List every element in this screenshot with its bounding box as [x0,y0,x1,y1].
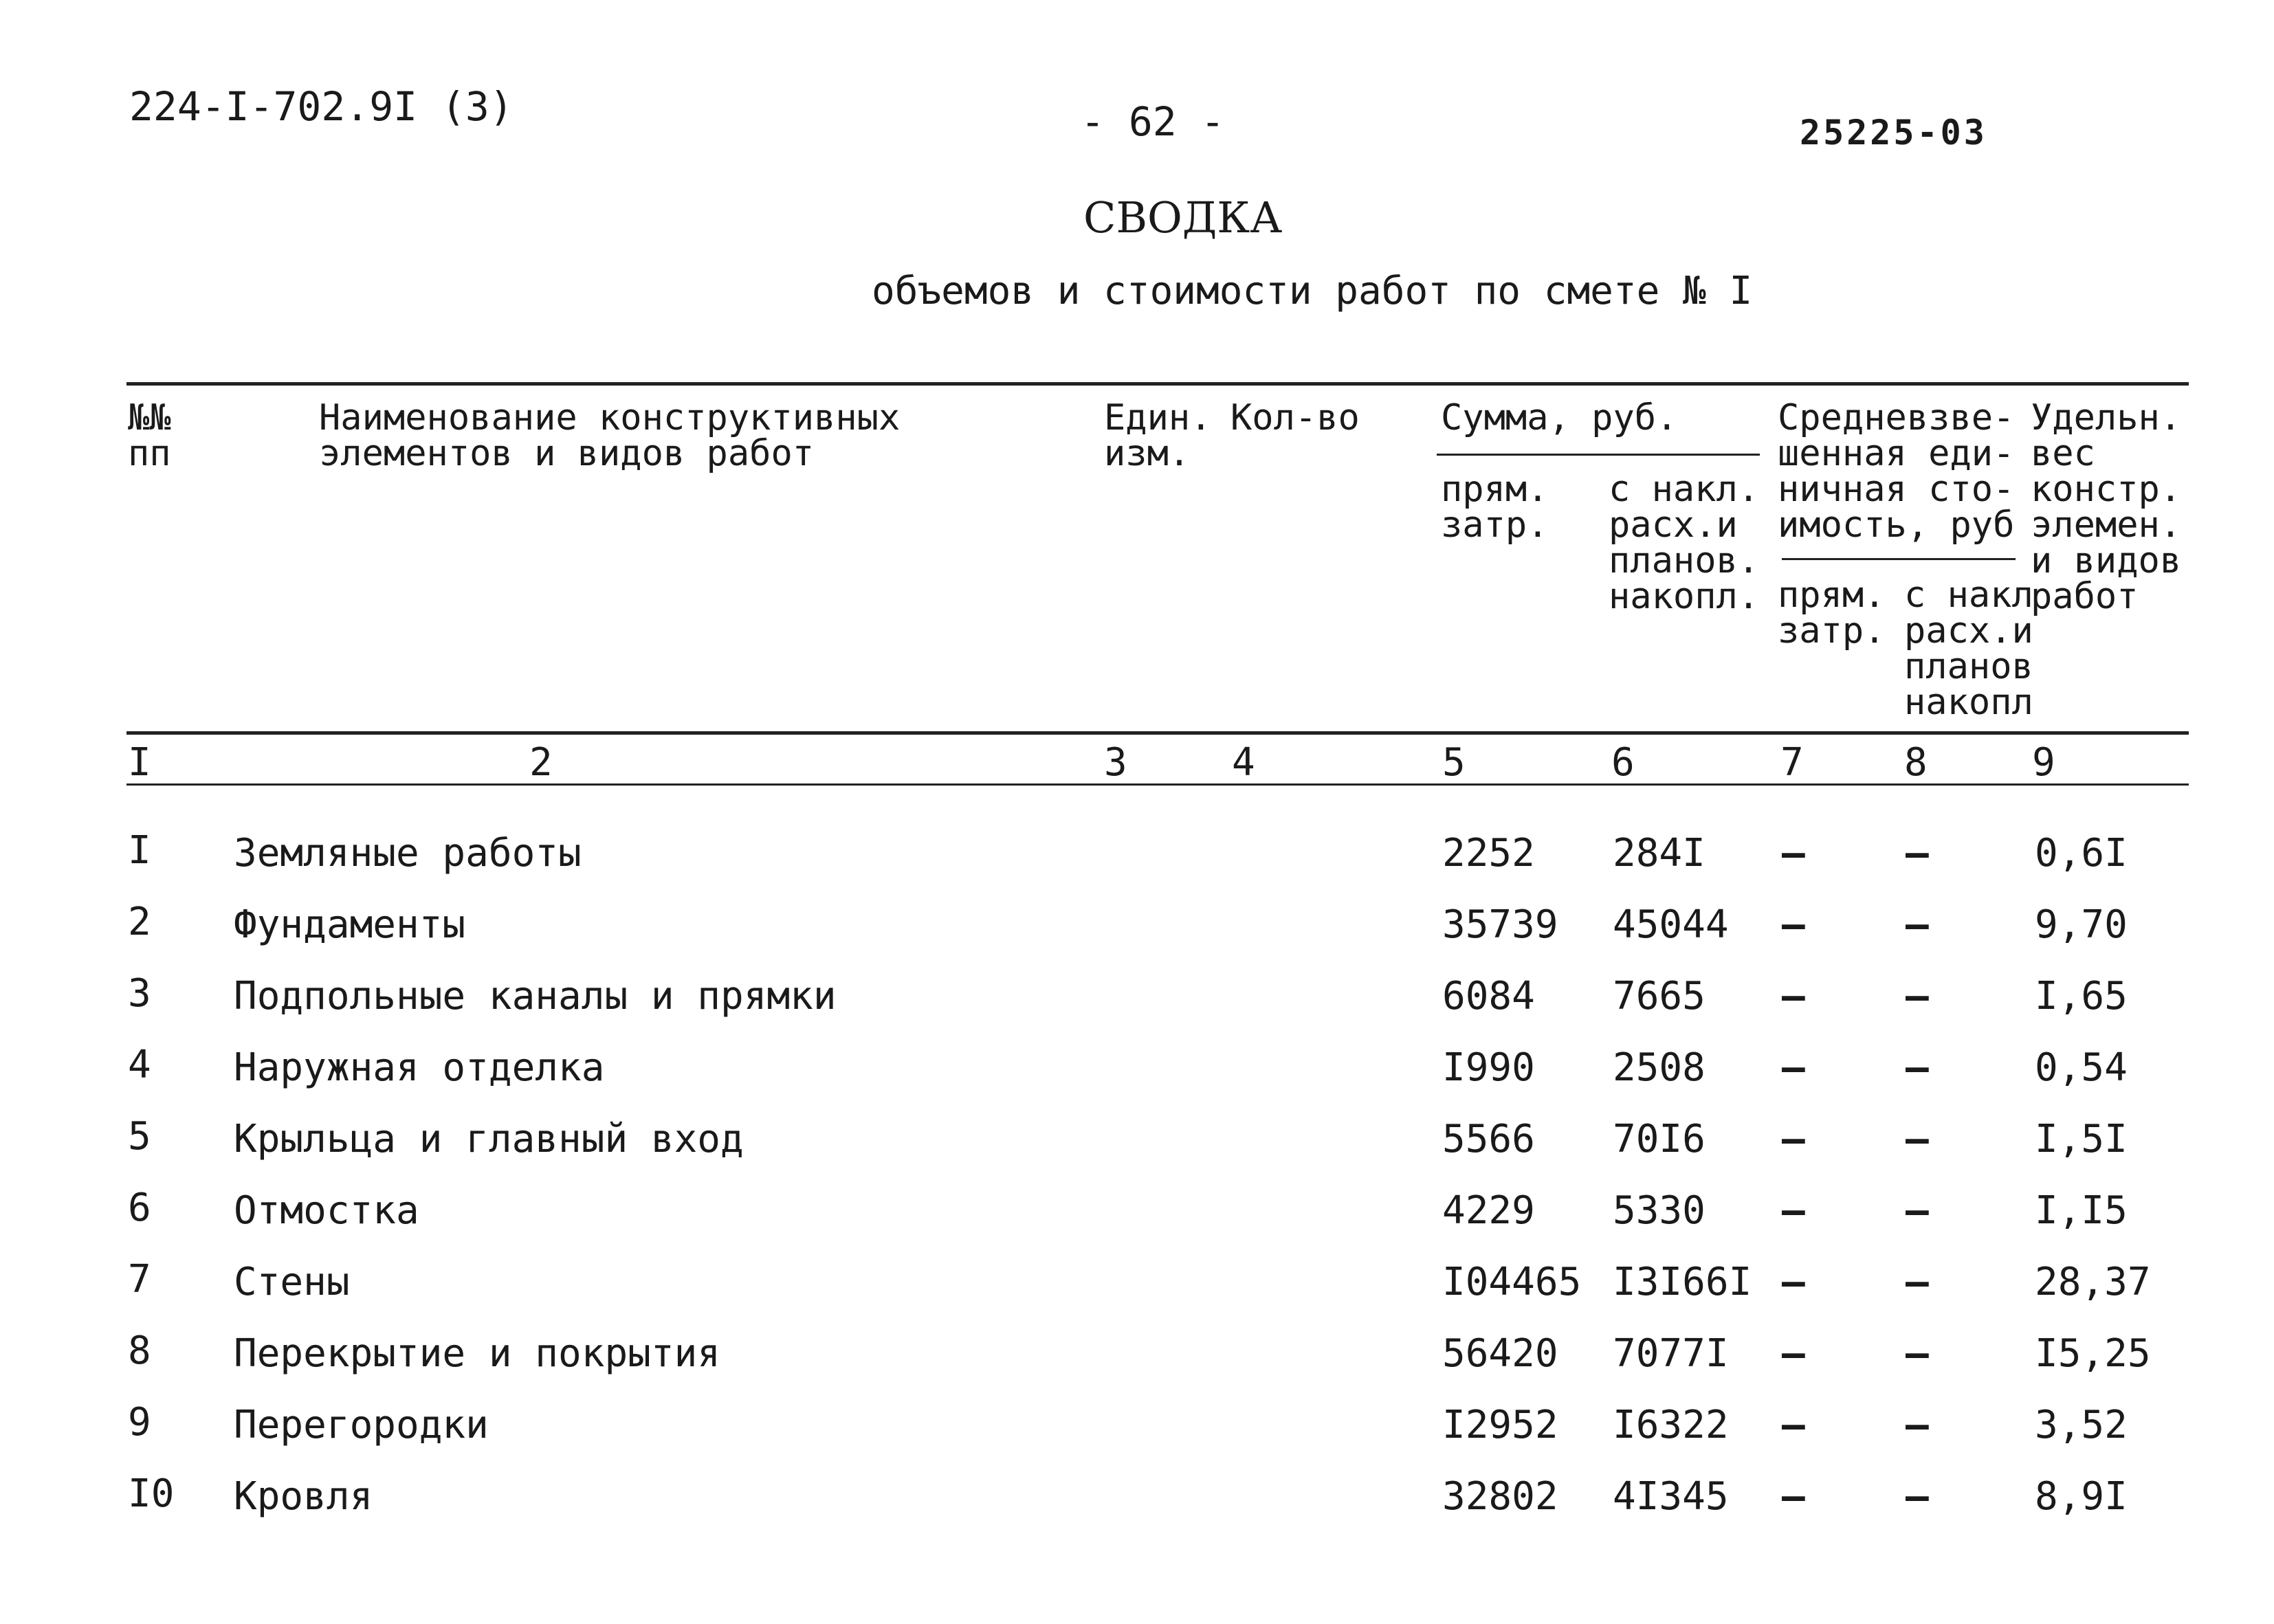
work-name: Отмостка [234,1188,419,1233]
avg-direct-cost: – [1782,974,1805,1019]
row-number: 7 [128,1257,151,1302]
column-number: 6 [1611,740,1635,785]
avg-overhead-cost: – [1906,974,1929,1019]
avg-overhead-cost: – [1906,1045,1929,1090]
header-sum-group: Сумма, руб. [1441,397,1678,438]
header-avg-direct: прям. затр. [1778,575,1886,652]
column-number: 3 [1104,740,1127,785]
avg-direct-cost: – [1782,1045,1805,1090]
share-value: 0,54 [2035,1045,2128,1090]
avg-overhead-cost: – [1906,1331,1929,1376]
share-value: I5,25 [2035,1331,2151,1376]
avg-direct-cost: – [1782,902,1805,947]
direct-cost: 56420 [1442,1331,1558,1376]
share-value: 3,52 [2035,1403,2128,1447]
direct-cost: 2252 [1442,831,1535,876]
header-quantity: Кол-во [1230,397,1360,438]
column-number: I [128,740,151,785]
column-number: 9 [2032,740,2055,785]
header-avg-group: Средневзве- шенная еди- ничная сто- имость, руб [1778,397,2015,546]
direct-cost: I04465 [1442,1260,1582,1304]
column-number: 4 [1232,740,1255,785]
avg-overhead-cost: – [1906,1188,1929,1233]
avg-direct-cost: – [1782,1403,1805,1447]
direct-cost: 5566 [1442,1117,1535,1161]
overhead-cost: I3I66I [1613,1260,1752,1304]
header-work-name: Наименование конструктивных элементов и видов работ [319,397,901,474]
document-code: 224-I-702.9I (3) [129,83,514,130]
column-number: 5 [1442,740,1466,785]
row-number: I [128,828,151,873]
row-number: 6 [128,1186,151,1230]
column-number: 2 [529,740,553,785]
header-sum-overhead: с накл. расх.и планов. накопл. [1609,469,1760,617]
document-subtitle: объемов и стоимости работ по смете № I [872,269,1753,313]
work-name: Кровля [234,1474,373,1519]
share-value: I,5I [2035,1117,2128,1161]
page-number: - 62 - [1081,98,1225,145]
row-number: 2 [128,900,151,944]
overhead-cost: 2508 [1613,1045,1706,1090]
work-name: Перегородки [234,1403,489,1447]
row-number: 4 [128,1043,151,1087]
overhead-cost: 5330 [1613,1188,1706,1233]
direct-cost: 4229 [1442,1188,1535,1233]
avg-overhead-cost: – [1906,1474,1929,1519]
share-value: 8,9I [2035,1474,2128,1519]
share-value: I,65 [2035,974,2128,1019]
header-row-number: №№ пп [128,397,171,474]
work-name: Стены [234,1260,350,1304]
column-number: 7 [1780,740,1804,785]
overhead-cost: 7665 [1613,974,1706,1019]
archive-code: 25225-03 [1800,113,1987,153]
column-numbers-rule [126,783,2189,786]
overhead-cost: 45044 [1613,902,1729,947]
overhead-cost: I6322 [1613,1403,1729,1447]
share-value: 0,6I [2035,831,2128,876]
header-avg-overhead: с накл расх.и планов накопл [1904,575,2033,723]
work-name: Подпольные каналы и прямки [234,974,837,1019]
header-unit: Един. изм. [1104,397,1212,474]
sum-group-rule [1437,454,1760,456]
header-sum-direct: прям. затр. [1441,469,1549,546]
direct-cost: 6084 [1442,974,1535,1019]
work-name: Наружная отделка [234,1045,605,1090]
avg-overhead-cost: – [1906,1260,1929,1304]
avg-group-rule [1782,558,2016,560]
header-bottom-rule [126,731,2189,735]
document-title: СВОДКА [1083,192,1283,243]
avg-overhead-cost: – [1906,831,1929,876]
avg-direct-cost: – [1782,831,1805,876]
direct-cost: 32802 [1442,1474,1558,1519]
avg-direct-cost: – [1782,1474,1805,1519]
direct-cost: 35739 [1442,902,1558,947]
avg-overhead-cost: – [1906,902,1929,947]
avg-direct-cost: – [1782,1331,1805,1376]
avg-overhead-cost: – [1906,1403,1929,1447]
direct-cost: I2952 [1442,1403,1558,1447]
work-name: Фундаменты [234,902,466,947]
avg-direct-cost: – [1782,1260,1805,1304]
direct-cost: I990 [1442,1045,1535,1090]
overhead-cost: 7077I [1613,1331,1729,1376]
work-name: Земляные работы [234,831,582,876]
share-value: 9,70 [2035,902,2128,947]
avg-overhead-cost: – [1906,1117,1929,1161]
overhead-cost: 70I6 [1613,1117,1706,1161]
avg-direct-cost: – [1782,1188,1805,1233]
row-number: 8 [128,1328,151,1373]
row-number: 3 [128,971,151,1016]
row-number: I0 [128,1471,175,1516]
share-value: I,I5 [2035,1188,2128,1233]
column-number: 8 [1904,740,1928,785]
header-share: Удельн. вес констр. элемен. и видов работ [2031,397,2182,617]
work-name: Перекрытие и покрытия [234,1331,721,1376]
work-name: Крыльца и главный вход [234,1117,744,1161]
overhead-cost: 284I [1613,831,1706,876]
row-number: 9 [128,1400,151,1445]
share-value: 28,37 [2035,1260,2151,1304]
overhead-cost: 4I345 [1613,1474,1729,1519]
table-top-rule [126,382,2189,386]
row-number: 5 [128,1114,151,1159]
avg-direct-cost: – [1782,1117,1805,1161]
